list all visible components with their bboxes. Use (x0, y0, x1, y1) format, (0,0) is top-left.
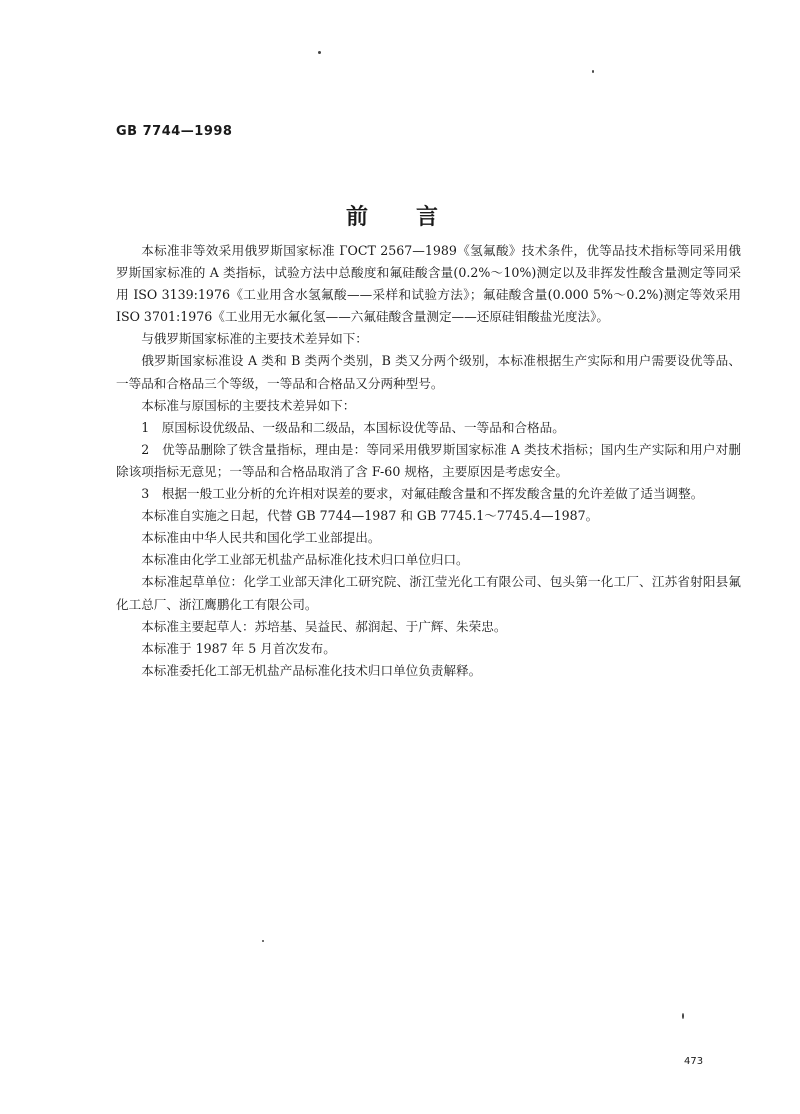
paragraph: 3 根据一般工业分析的允许相对误差的要求，对氟硅酸含量和不挥发酸含量的允许差做了适当调整。 (141, 486, 704, 502)
paragraph: 本标准由化学工业部无机盐产品标准化技术归口单位归口。 (141, 552, 469, 568)
scan-speck (592, 70, 594, 73)
standard-code: GB 7744—1998 (116, 124, 233, 139)
paragraph: 俄罗斯国家标准设 A 类和 B 类两个类别，B 类又分两个级别，本标准根据生产实际和用户需要设优等品、一等品和合格品三个等级，一等品和合格品又分两种型号。 (116, 353, 741, 391)
scan-speck (262, 940, 264, 942)
paragraph: 本标准自实施之日起，代替 GB 7744—1987 和 GB 7745.1～7745.4—1987。 (141, 508, 599, 524)
paragraph: 1 原国标设优级品、一级品和二级品，本国标设优等品、一等品和合格品。 (141, 419, 565, 435)
page-number: 473 (684, 1056, 704, 1067)
paragraph: 2 优等品删除了铁含量指标，理由是：等同采用俄罗斯国家标准 A 类技术指标；国内生产实际和用户对删除该项指标无意见；一等品和合格品取消了含 F-60 规格，主要原因是考虑安全。 (116, 441, 741, 479)
paragraph: 本标准于 1987 年 5 月首次发布。 (141, 640, 336, 656)
paragraph: 本标准委托化工部无机盐产品标准化技术归口单位负责解释。 (141, 662, 482, 678)
page-title: 前言 (345, 205, 486, 230)
paragraph: 与俄罗斯国家标准的主要技术差异如下： (141, 331, 368, 347)
paragraph: 本标准与原国标的主要技术差异如下： (141, 397, 356, 413)
foreword-body (116, 240, 741, 682)
paragraph: 本标准主要起草人：苏培基、吴益民、郝润起、于广辉、朱荣忠。 (141, 618, 507, 634)
paragraph: 本标准起草单位：化学工业部天津化工研究院、浙江莹光化工有限公司、包头第一化工厂、江苏省射阳县氟化工总厂、浙江鹰鹏化工有限公司。 (116, 574, 741, 612)
paragraph: 本标准非等效采用俄罗斯国家标准 ГОСТ 2567—1989《氢氟酸》技术条件，优等品技术指标等同采用俄罗斯国家标准的 A 类指标，试验方法中总酸度和氟硅酸含量(0.2%～10%)测定以及非挥发性酸含量测定等同采用 ISO 3139:1976《工业用含水氢氟酸——采样和试验方法》；氟硅酸含量(0.000 5%～0.2%)测定等效采用 ISO 3701:1976《工业用无水氟化氢——六氟硅酸含量测定——还原硅钼酸盐光度法》。 (116, 243, 741, 325)
scan-speck (318, 51, 321, 54)
scan-speck (682, 1013, 684, 1019)
paragraph: 本标准由中华人民共和国化学工业部提出。 (141, 530, 381, 546)
